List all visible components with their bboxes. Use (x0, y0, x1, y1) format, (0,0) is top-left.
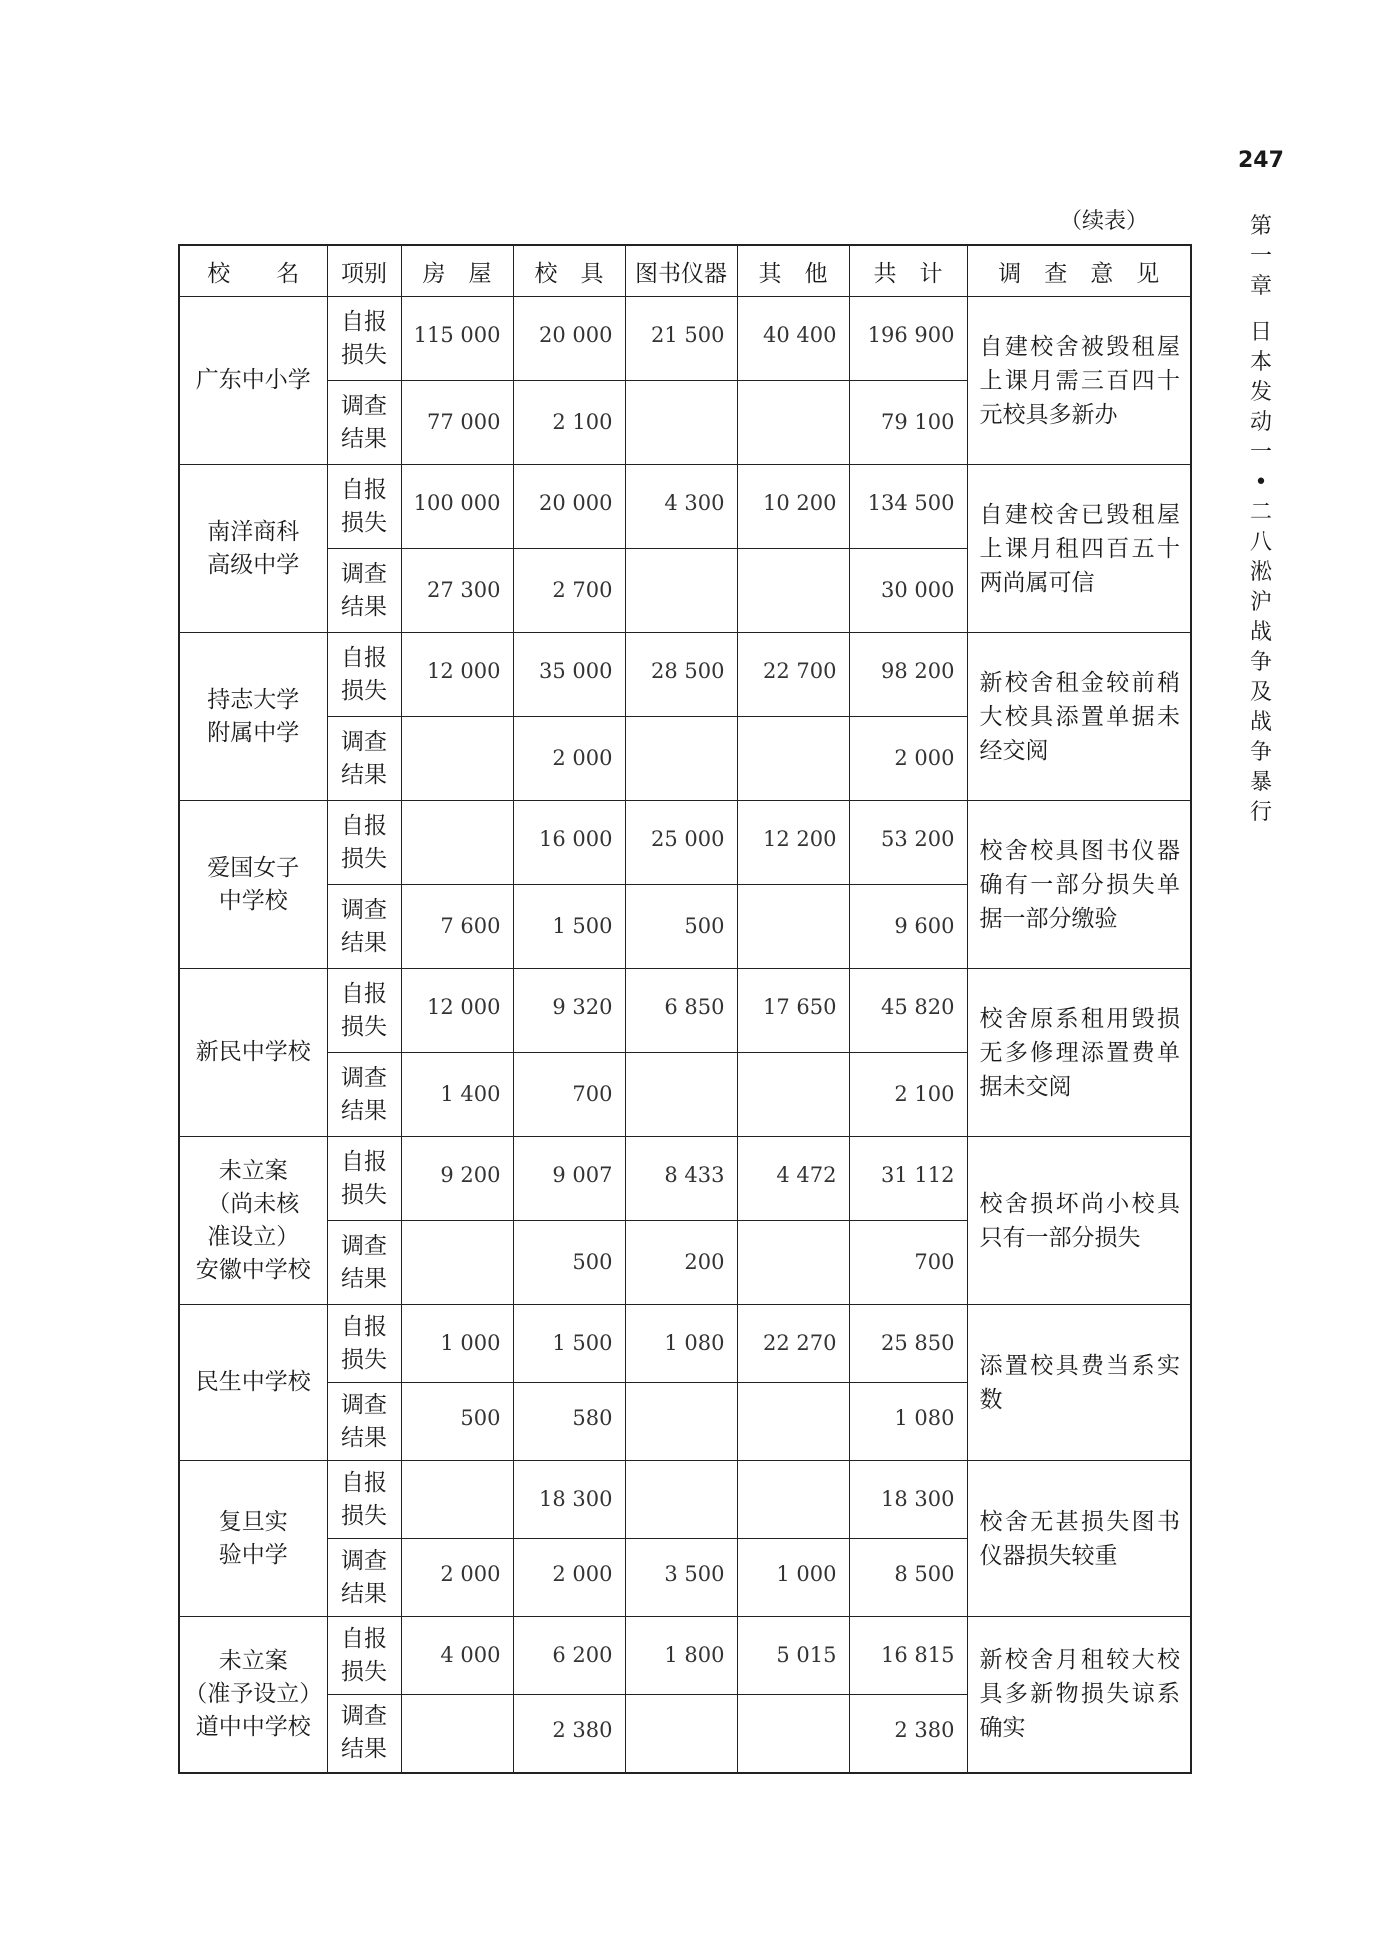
cell-other (737, 717, 849, 801)
cell-buildings: 77 000 (401, 381, 513, 465)
header-category: 项别 (327, 245, 401, 297)
category-self-report (327, 969, 401, 1053)
cell-total: 2 100 (849, 1053, 967, 1137)
cell-buildings (401, 1461, 513, 1539)
running-header-char: 淞 (1249, 560, 1272, 585)
cell-books-instruments: 1 800 (625, 1617, 737, 1695)
school-name-line: 中学校 (218, 887, 288, 914)
category-label-line: 结果 (341, 1424, 387, 1451)
cell-total: 9 600 (849, 885, 967, 969)
category-label-line: 损失 (341, 509, 387, 536)
header-furniture: 校 具 (513, 245, 625, 297)
cell-furniture: 9 320 (513, 969, 625, 1053)
school-name-line: 未立案 (218, 1157, 288, 1184)
cell-books-instruments (625, 381, 737, 465)
cell-books-instruments: 1 080 (625, 1305, 737, 1383)
category-self-report (327, 801, 401, 885)
cell-other (737, 549, 849, 633)
cell-other (737, 885, 849, 969)
cell-furniture: 18 300 (513, 1461, 625, 1539)
cell-books-instruments (625, 1695, 737, 1773)
category-label-line: 损失 (341, 1013, 387, 1040)
cell-buildings: 500 (401, 1383, 513, 1461)
cell-books-instruments: 28 500 (625, 633, 737, 717)
cell-buildings: 1 000 (401, 1305, 513, 1383)
running-header-char: 八 (1249, 530, 1272, 555)
category-label-line: 自报 (341, 476, 387, 503)
school-name-line: 未立案 (218, 1647, 288, 1674)
category-label-line: 结果 (341, 593, 387, 620)
school-name-line: 附属中学 (207, 719, 300, 746)
cell-total: 30 000 (849, 549, 967, 633)
cell-books-instruments (625, 1461, 737, 1539)
cell-total: 98 200 (849, 633, 967, 717)
cell-total: 2 380 (849, 1695, 967, 1773)
page-number: 247 (1238, 148, 1284, 173)
category-self-report (327, 1305, 401, 1383)
cell-furniture: 35 000 (513, 633, 625, 717)
table-row (179, 465, 1191, 549)
school-name (179, 969, 327, 1137)
header-buildings: 房 屋 (401, 245, 513, 297)
category-label-line: 自报 (341, 1469, 387, 1496)
header-other: 其 他 (737, 245, 849, 297)
table-header-row (179, 245, 1191, 297)
running-header-char: 战 (1249, 620, 1272, 645)
cell-furniture: 6 200 (513, 1617, 625, 1695)
survey-opinion: 校舍原系租用毁损无多修理添置费单据未交阅 (967, 969, 1191, 1137)
running-header-char: 第 (1249, 214, 1272, 239)
category-survey-result (327, 1539, 401, 1617)
header-books-instruments: 图书仪器 (625, 245, 737, 297)
cell-buildings (401, 801, 513, 885)
cell-other: 5 015 (737, 1617, 849, 1695)
category-label-line: 自报 (341, 1148, 387, 1175)
school-name (179, 1461, 327, 1617)
category-label-line: 损失 (341, 1181, 387, 1208)
category-self-report (327, 1137, 401, 1221)
cell-books-instruments: 25 000 (625, 801, 737, 885)
category-label-line: 损失 (341, 1502, 387, 1529)
survey-opinion: 校舍校具图书仪器确有一部分损失单据一部分缴验 (967, 801, 1191, 969)
running-header-char: 争 (1249, 650, 1272, 675)
school-name-line: 复旦实 (218, 1508, 288, 1535)
cell-furniture: 2 000 (513, 1539, 625, 1617)
running-header-char: 动 (1249, 410, 1272, 435)
school-name-line: 广东中小学 (195, 367, 311, 393)
table-row (179, 297, 1191, 381)
school-name-line: 道中中学校 (195, 1713, 311, 1740)
cell-total: 2 000 (849, 717, 967, 801)
cell-furniture: 16 000 (513, 801, 625, 885)
running-header-char (1244, 302, 1278, 318)
school-name-line: 安徽中学校 (195, 1256, 311, 1283)
running-header-char: • (1254, 470, 1268, 495)
cell-books-instruments (625, 717, 737, 801)
table-row (179, 633, 1191, 717)
category-label-line: 调查 (341, 1547, 387, 1574)
school-name (179, 633, 327, 801)
running-header-char: 一 (1249, 440, 1272, 465)
cell-buildings: 115 000 (401, 297, 513, 381)
category-label-line: 结果 (341, 1580, 387, 1607)
cell-furniture: 20 000 (513, 465, 625, 549)
cell-other: 17 650 (737, 969, 849, 1053)
category-label-line: 损失 (341, 1346, 387, 1373)
header-total: 共 计 (849, 245, 967, 297)
cell-books-instruments (625, 1383, 737, 1461)
category-label-line: 结果 (341, 761, 387, 788)
school-name-line: 新民中学校 (195, 1039, 311, 1065)
cell-buildings: 4 000 (401, 1617, 513, 1695)
cell-books-instruments (625, 549, 737, 633)
running-header-char: 章 (1249, 274, 1272, 299)
category-label-line: 结果 (341, 1097, 387, 1124)
table-row (179, 1305, 1191, 1383)
category-label-line: 自报 (341, 308, 387, 335)
cell-buildings: 12 000 (401, 633, 513, 717)
cell-books-instruments: 500 (625, 885, 737, 969)
school-name (179, 1305, 327, 1461)
cell-total: 18 300 (849, 1461, 967, 1539)
cell-other: 4 472 (737, 1137, 849, 1221)
cell-buildings: 9 200 (401, 1137, 513, 1221)
running-header-char: 暴 (1249, 770, 1272, 795)
cell-books-instruments: 200 (625, 1221, 737, 1305)
cell-books-instruments: 3 500 (625, 1539, 737, 1617)
cell-other (737, 1461, 849, 1539)
school-name-line: 民生中学校 (195, 1369, 311, 1395)
cell-total: 45 820 (849, 969, 967, 1053)
running-header-char: 战 (1249, 710, 1272, 735)
cell-furniture: 2 100 (513, 381, 625, 465)
cell-other: 12 200 (737, 801, 849, 885)
cell-total: 31 112 (849, 1137, 967, 1221)
category-label-line: 调查 (341, 1232, 387, 1259)
cell-other (737, 1221, 849, 1305)
cell-books-instruments: 8 433 (625, 1137, 737, 1221)
school-name (179, 465, 327, 633)
loss-table (178, 244, 1192, 1774)
category-label-line: 损失 (341, 845, 387, 872)
school-name-line: 准设立） (207, 1223, 300, 1250)
table-row (179, 801, 1191, 885)
school-name (179, 1617, 327, 1773)
school-name-line: 爱国女子 (207, 854, 300, 881)
running-header-char: 发 (1249, 380, 1272, 405)
category-label-line: 调查 (341, 896, 387, 923)
survey-opinion: 自建校舍已毁租屋上课月租四百五十两尚属可信 (967, 465, 1191, 633)
cell-buildings: 2 000 (401, 1539, 513, 1617)
table-row (179, 969, 1191, 1053)
category-label-line: 损失 (341, 677, 387, 704)
category-label-line: 调查 (341, 560, 387, 587)
school-name (179, 801, 327, 969)
cell-furniture: 580 (513, 1383, 625, 1461)
cell-total: 134 500 (849, 465, 967, 549)
category-label-line: 自报 (341, 644, 387, 671)
cell-other (737, 1053, 849, 1137)
category-label-line: 结果 (341, 1736, 387, 1763)
running-header-char: 沪 (1249, 590, 1272, 615)
category-survey-result (327, 381, 401, 465)
cell-furniture: 20 000 (513, 297, 625, 381)
cell-total: 8 500 (849, 1539, 967, 1617)
table-row (179, 1461, 1191, 1539)
cell-furniture: 700 (513, 1053, 625, 1137)
survey-opinion: 校舍无甚损失图书仪器损失较重 (967, 1461, 1191, 1617)
category-label-line: 自报 (341, 1625, 387, 1652)
cell-other: 22 700 (737, 633, 849, 717)
table-row (179, 1617, 1191, 1695)
cell-buildings: 100 000 (401, 465, 513, 549)
category-label-line: 自报 (341, 812, 387, 839)
category-label-line: 调查 (341, 392, 387, 419)
category-self-report (327, 633, 401, 717)
category-self-report (327, 465, 401, 549)
category-label-line: 调查 (341, 1064, 387, 1091)
cell-books-instruments: 6 850 (625, 969, 737, 1053)
category-label-line: 调查 (341, 1391, 387, 1418)
cell-total: 25 850 (849, 1305, 967, 1383)
cell-buildings: 27 300 (401, 549, 513, 633)
cell-buildings: 7 600 (401, 885, 513, 969)
cell-furniture: 9 007 (513, 1137, 625, 1221)
school-name-line: 南洋商科 (207, 518, 300, 545)
school-name (179, 297, 327, 465)
cell-books-instruments (625, 1053, 737, 1137)
cell-other (737, 381, 849, 465)
category-survey-result (327, 1221, 401, 1305)
survey-opinion: 校舍损坏尚小校具只有一部分损失 (967, 1137, 1191, 1305)
running-header-char: 一 (1249, 244, 1272, 269)
cell-total: 196 900 (849, 297, 967, 381)
running-header (1244, 212, 1278, 828)
category-label-line: 结果 (341, 929, 387, 956)
cell-furniture: 2 000 (513, 717, 625, 801)
school-name-line: （尚未核 (207, 1190, 300, 1217)
cell-total: 1 080 (849, 1383, 967, 1461)
category-label-line: 调查 (341, 1703, 387, 1730)
category-survey-result (327, 717, 401, 801)
cell-buildings (401, 1221, 513, 1305)
cell-buildings (401, 1695, 513, 1773)
cell-total: 79 100 (849, 381, 967, 465)
cell-furniture: 2 380 (513, 1695, 625, 1773)
cell-furniture: 500 (513, 1221, 625, 1305)
running-header-char: 日 (1249, 320, 1272, 345)
school-name-line: 高级中学 (207, 551, 300, 578)
cell-furniture: 1 500 (513, 885, 625, 969)
running-header-char: 行 (1249, 800, 1272, 825)
category-label-line: 损失 (341, 341, 387, 368)
cell-other: 40 400 (737, 297, 849, 381)
category-self-report (327, 297, 401, 381)
school-name-line: 持志大学 (207, 686, 300, 713)
category-survey-result (327, 549, 401, 633)
cell-total: 53 200 (849, 801, 967, 885)
cell-other: 10 200 (737, 465, 849, 549)
cell-other (737, 1695, 849, 1773)
cell-other: 22 270 (737, 1305, 849, 1383)
cell-furniture: 1 500 (513, 1305, 625, 1383)
running-header-char: 二 (1249, 500, 1272, 525)
category-survey-result (327, 1695, 401, 1773)
cell-furniture: 2 700 (513, 549, 625, 633)
survey-opinion: 新校舍租金较前稍大校具添置单据未经交阅 (967, 633, 1191, 801)
category-label-line: 结果 (341, 1265, 387, 1292)
header-school-name: 校 名 (179, 245, 327, 297)
survey-opinion: 新校舍月租较大校具多新物损失谅系确实 (967, 1617, 1191, 1773)
continued-label: （续表） (1060, 209, 1149, 234)
category-label-line: 损失 (341, 1658, 387, 1685)
school-name (179, 1137, 327, 1305)
cell-total: 16 815 (849, 1617, 967, 1695)
category-self-report (327, 1617, 401, 1695)
cell-buildings (401, 717, 513, 801)
cell-buildings: 12 000 (401, 969, 513, 1053)
school-name-line: 验中学 (218, 1541, 288, 1568)
header-opinion: 调 查 意 见 (967, 245, 1191, 297)
table-row (179, 1137, 1191, 1221)
cell-books-instruments: 4 300 (625, 465, 737, 549)
survey-opinion: 添置校具费当系实数 (967, 1305, 1191, 1461)
category-label-line: 结果 (341, 425, 387, 452)
survey-opinion: 自建校舍被毁租屋上课月需三百四十元校具多新办 (967, 297, 1191, 465)
school-name-line: （准予设立） (184, 1680, 323, 1707)
cell-buildings: 1 400 (401, 1053, 513, 1137)
cell-other (737, 1383, 849, 1461)
category-survey-result (327, 1053, 401, 1137)
table-body (179, 297, 1191, 1773)
category-label-line: 调查 (341, 728, 387, 755)
category-label-line: 自报 (341, 1313, 387, 1340)
category-label-line: 自报 (341, 980, 387, 1007)
cell-total: 700 (849, 1221, 967, 1305)
cell-books-instruments: 21 500 (625, 297, 737, 381)
running-header-char: 争 (1249, 740, 1272, 765)
running-header-char: 及 (1249, 680, 1272, 705)
category-survey-result (327, 1383, 401, 1461)
running-header-char: 本 (1249, 350, 1272, 375)
category-self-report (327, 1461, 401, 1539)
cell-other: 1 000 (737, 1539, 849, 1617)
category-survey-result (327, 885, 401, 969)
